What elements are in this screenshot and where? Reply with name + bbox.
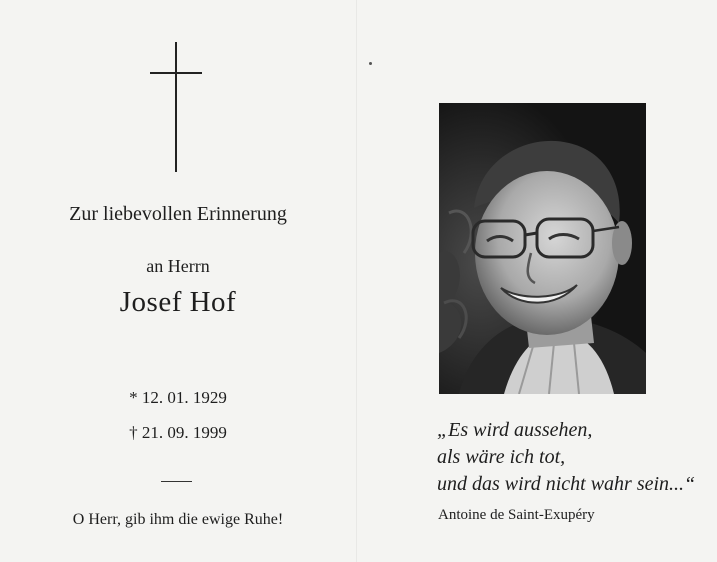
card-fold	[356, 0, 357, 562]
quote	[437, 417, 707, 498]
portrait-photo-icon	[439, 103, 646, 394]
deceased-name: Josef Hof	[119, 286, 237, 318]
portrait-photo	[439, 103, 646, 394]
prayer-text: O Herr, gib ihm die ewige Ruhe!	[72, 511, 284, 528]
divider	[161, 481, 192, 482]
quote-line: als wäre ich tot,	[437, 446, 566, 468]
dedication-text: Zur liebevollen Erinnerung	[69, 203, 287, 225]
birth-date: * 12. 01. 1929	[129, 388, 227, 407]
death-date: † 21. 09. 1999	[129, 423, 227, 442]
cross-icon	[150, 42, 202, 172]
addressee-text: an Herrn	[146, 256, 210, 276]
paper-speck	[369, 62, 372, 65]
quote-line: und das wird nicht wahr sein...“	[437, 473, 696, 495]
quote-line: „Es wird aussehen,	[437, 419, 593, 441]
quote-author: Antoine de Saint-Exupéry	[438, 507, 595, 523]
